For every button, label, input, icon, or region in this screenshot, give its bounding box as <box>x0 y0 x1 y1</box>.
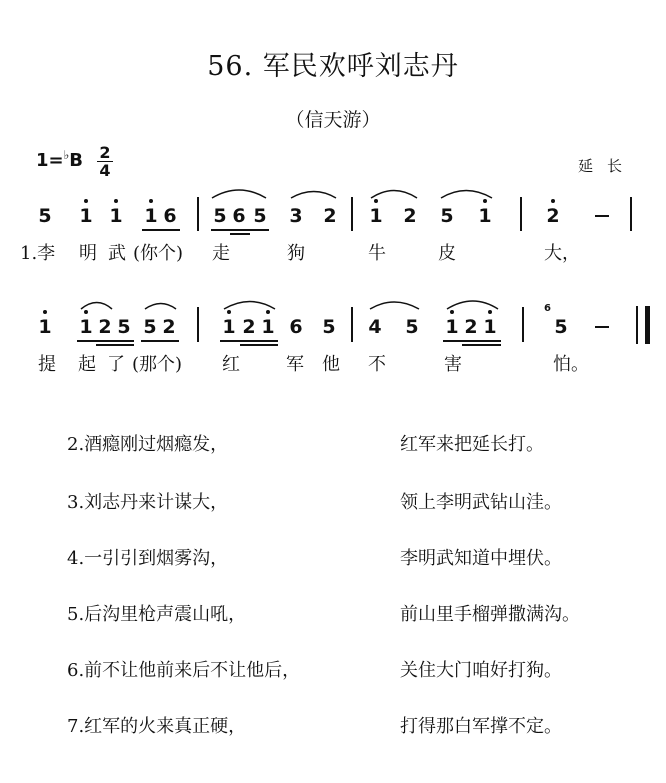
verse-second-line: 关住大门咱好打狗。 <box>400 660 562 681</box>
note: 1 <box>483 316 497 338</box>
lyric: 他 <box>322 354 340 375</box>
note: 1 <box>222 316 236 338</box>
origin-place: 延长 <box>578 157 637 175</box>
slur <box>447 301 498 309</box>
slur <box>370 302 419 309</box>
key-signature: 1=♭B <box>36 148 84 171</box>
verse-second-line: 李明武知道中埋伏。 <box>400 548 562 569</box>
verse-second-line: 红军来把延长打。 <box>400 434 544 455</box>
slur <box>371 191 417 199</box>
note: 1 <box>79 205 93 227</box>
note: 5 <box>440 205 454 227</box>
note: 5 <box>213 205 227 227</box>
lyric: 了 <box>107 354 125 375</box>
lyric: 1.李 <box>20 243 56 264</box>
note: 5 <box>554 316 568 338</box>
note: 5 <box>143 316 157 338</box>
lyric: 大， <box>544 243 580 264</box>
note: 2 <box>403 205 417 227</box>
verse-second-line: 领上李明武钻山洼。 <box>400 492 562 513</box>
lyric: 红 <box>222 354 240 375</box>
note: 6 <box>163 205 177 227</box>
lyric: 明 <box>79 243 97 264</box>
verse-second-line: 前山里手榴弹撒满沟。 <box>400 604 580 625</box>
lyric: 害 <box>444 354 462 375</box>
note: 5 <box>322 316 336 338</box>
song-title: 56. 军民欢呼刘志丹 <box>207 51 459 82</box>
note: 1 <box>478 205 492 227</box>
note: 2 <box>546 205 560 227</box>
lyric: 军 <box>286 354 304 375</box>
note: 2 <box>98 316 112 338</box>
note: 2 <box>464 316 478 338</box>
lyric: 皮 <box>438 243 456 264</box>
note: 2 <box>162 316 176 338</box>
slur <box>224 302 275 310</box>
lyric: 狗 <box>287 243 305 264</box>
note: 6 <box>289 316 303 338</box>
lyric: (你个) <box>133 243 184 264</box>
lyric: 怕。 <box>553 354 589 375</box>
lyric: 不 <box>368 354 386 375</box>
note: 1 <box>144 205 158 227</box>
note: 2 <box>242 316 256 338</box>
verse-first-line: 3.刘志丹来计谋大， <box>67 492 229 513</box>
note: 1 <box>261 316 275 338</box>
note: 1 <box>79 316 93 338</box>
slur <box>145 304 176 310</box>
verse-second-line: 打得那白军撑不定。 <box>400 716 562 737</box>
note: 1 <box>109 205 123 227</box>
grace-note: 6 <box>544 303 551 314</box>
lyric: 起 <box>78 354 96 375</box>
note: 6 <box>232 205 246 227</box>
note: 4 <box>368 316 382 338</box>
verse-first-line: 7.红军的火来真正硬， <box>67 716 247 737</box>
lyric: (那个) <box>132 354 183 375</box>
lyric: 走 <box>212 243 230 264</box>
note: 5 <box>253 205 267 227</box>
slur <box>81 303 112 310</box>
slur <box>212 190 266 198</box>
song-genre: （信天游） <box>285 109 381 131</box>
slur <box>441 191 492 199</box>
verse-first-line: 5.后沟里枪声震山吼， <box>67 604 247 625</box>
note: 1 <box>445 316 459 338</box>
note: 5 <box>38 205 52 227</box>
lyric: 牛 <box>368 243 386 264</box>
lyric: 武 <box>108 243 126 264</box>
verse-first-line: 6.前不让他前来后不让他后， <box>67 660 301 681</box>
note: 5 <box>405 316 419 338</box>
slur <box>291 192 336 199</box>
note: 3 <box>289 205 303 227</box>
verse-first-line: 4.一引引到烟雾沟， <box>67 548 229 569</box>
note: 1 <box>38 316 52 338</box>
lyric: 提 <box>38 354 56 375</box>
time-signature: 2 4 <box>97 144 113 179</box>
note: 5 <box>117 316 131 338</box>
note: 2 <box>323 205 337 227</box>
verse-first-line: 2.酒瘾刚过烟瘾发， <box>67 434 229 455</box>
note: 1 <box>369 205 383 227</box>
